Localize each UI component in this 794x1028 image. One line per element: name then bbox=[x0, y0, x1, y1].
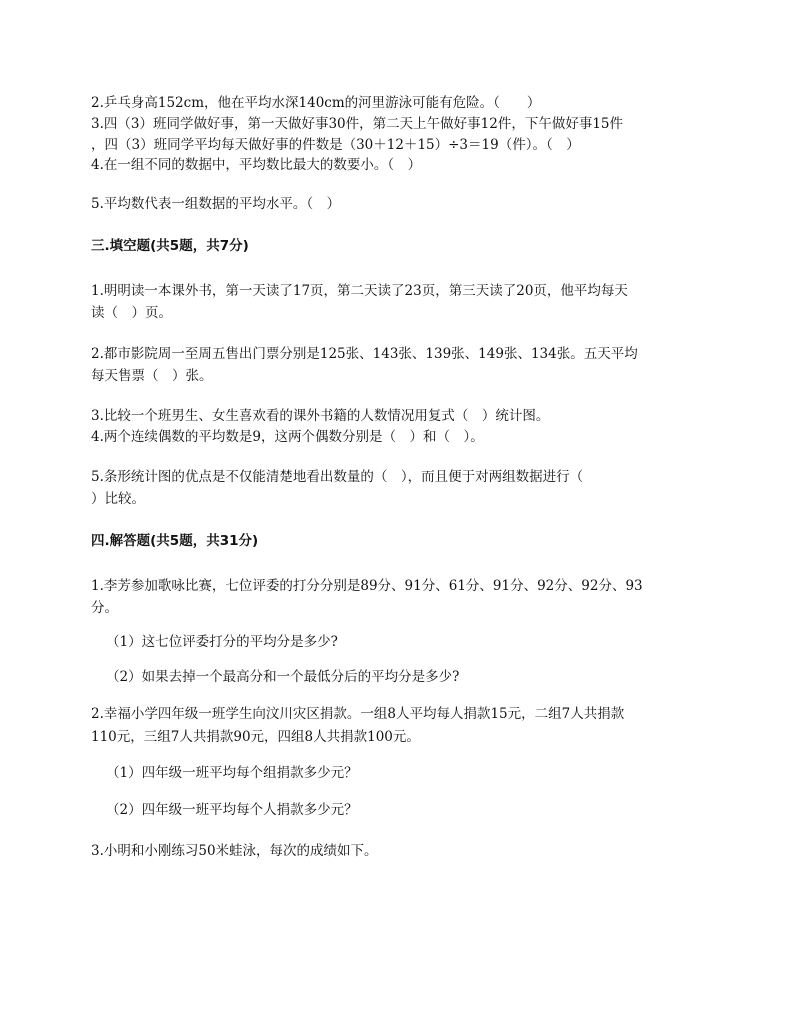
answer-question-2-line-2: 110元，三组7人共捐款90元，四组8人共捐款100元。 bbox=[91, 729, 420, 745]
fill-question-2-line-2: 每天售票（ ）张。 bbox=[91, 368, 213, 384]
question-4-text: 4.在一组不同的数据中，平均数比最大的数要小。（ ） bbox=[91, 157, 422, 173]
question-5-text: 5.平均数代表一组数据的平均水平。（ ） bbox=[91, 196, 341, 212]
answer-question-3-text: 3.小明和小刚练习50米蛙泳，每次的成绩如下。 bbox=[91, 843, 378, 859]
question-3-2-text: ，四（3）班同学平均每天做好事的件数是（30＋12＋15）÷3＝19（件）。（ ） bbox=[91, 137, 580, 153]
question-3-1-text: 3.四（3）班同学做好事，第一天做好事30件，第二天上午做好事12件，下午做好事15件 bbox=[91, 116, 624, 132]
answer-question-2-part-1: （1）四年级一班平均每个组捐款多少元？ bbox=[106, 765, 358, 781]
fill-question-5-line-2: ）比较。 bbox=[91, 491, 145, 507]
answer-question-2-part-2: （2）四年级一班平均每个人捐款多少元？ bbox=[106, 802, 358, 818]
fill-question-2-line-1: 2.都市影院周一至周五售出门票分别是125张、143张、139张、149张、134张。五天平均 bbox=[91, 346, 638, 362]
section-3-heading: 三.填空题(共5题，共7分) bbox=[91, 238, 249, 254]
fill-question-1-line-1: 1.明明读一本课外书，第一天读了17页，第二天读了23页，第三天读了20页，他平均每天 bbox=[91, 283, 628, 299]
section-4-heading: 四.解答题(共5题，共31分) bbox=[91, 533, 259, 549]
answer-question-1-line-2: 分。 bbox=[91, 600, 118, 616]
answer-question-2-line-1: 2.幸福小学四年级一班学生向汶川灾区捐款。一组8人平均每人捐款15元，二组7人共捐款 bbox=[91, 706, 625, 722]
answer-question-1-line-1: 1.李芳参加歌咏比赛，七位评委的打分分别是89分、91分、61分、91分、92分、92分、93 bbox=[91, 578, 643, 594]
fill-question-3-text: 3.比较一个班男生、女生喜欢看的课外书籍的人数情况用复式（ ）统计图。 bbox=[91, 408, 550, 424]
answer-question-1-part-1: （1）这七位评委打分的平均分是多少? bbox=[106, 634, 338, 650]
question-2-1-text: 2.乒乓身高152cm，他在平均水深140cm的河里游泳可能有危险。（ ） bbox=[91, 95, 541, 111]
fill-question-4-text: 4.两个连续偶数的平均数是9，这两个偶数分别是（ ）和（ ）。 bbox=[91, 429, 484, 445]
fill-question-1-line-2: 读（ ）页。 bbox=[91, 305, 172, 321]
fill-question-5-line-1: 5.条形统计图的优点是不仅能清楚地看出数量的（ ），而且便于对两组数据进行（ bbox=[91, 469, 584, 485]
answer-question-1-part-2: （2）如果去掉一个最高分和一个最低分后的平均分是多少? bbox=[106, 669, 460, 685]
